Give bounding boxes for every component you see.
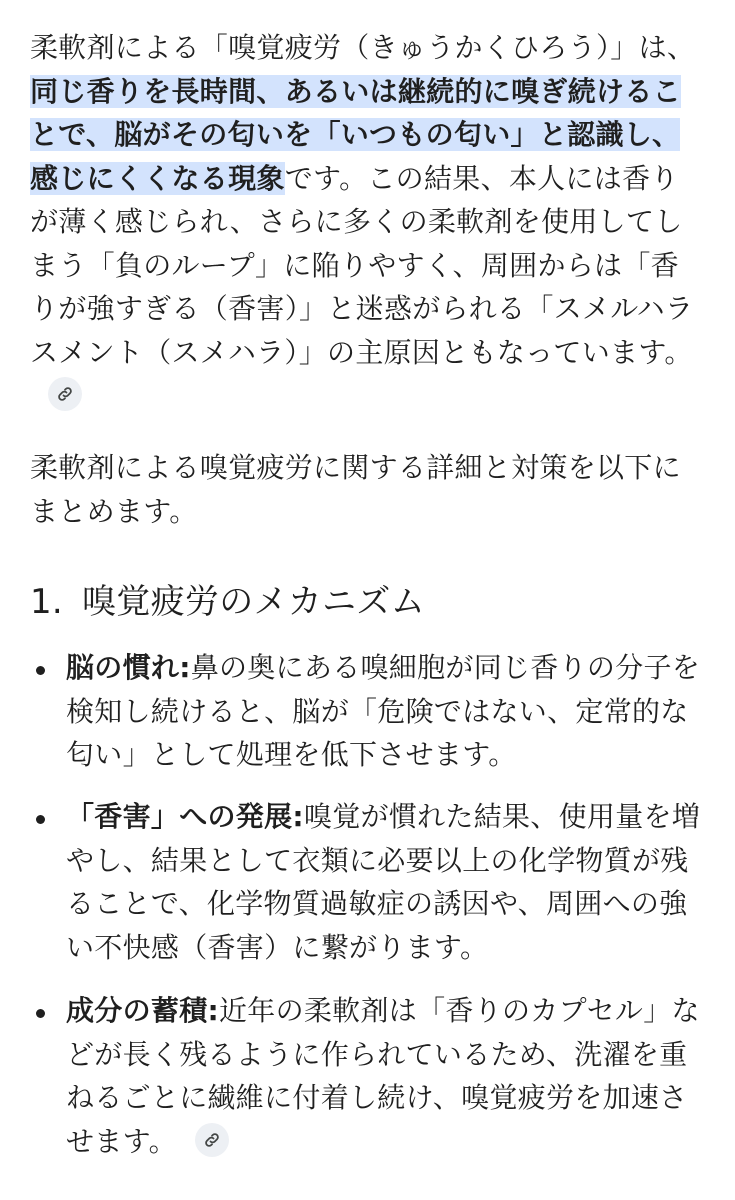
list-item-description: 嗅覚が慣れた結果、使用量を増やし、結果として衣類に必要以上の化学物質が残ることで、化学物質過敏症の誘因や、周囲への強い不快感（香害）に繋がります。 [66, 800, 701, 964]
source-link-button[interactable] [195, 1123, 229, 1157]
bullet-dot [36, 815, 45, 824]
intro-paragraph [30, 26, 702, 418]
list-item-text [66, 795, 702, 969]
section-title: 嗅覚疲労のメカニズム [82, 582, 425, 622]
list-item-term: 「香害」への発展: [66, 800, 304, 833]
intro-highlight: 同じ香りを長時間、あるいは継続的に嗅ぎ続けることで、脳がその匂いを「いつもの匂い」と認識し、感じにくくなる現象 [30, 74, 681, 195]
link-icon [203, 1131, 221, 1149]
intro-text-start: 柔軟剤による「嗅覚疲労（きゅうかくひろう）」は、 [30, 31, 696, 64]
link-icon [56, 385, 74, 403]
section-heading [30, 576, 425, 628]
intro-text-end: です。この結果、本人には香りが薄く感じられ、さらに多くの柔軟剤を使用してしまう「負のループ」に陥りやすく、周囲からは「香りが強すぎる（香害）」と迷惑がられる「スメルハラスメント（スメハラ）」の主原因ともなっています。 [30, 161, 694, 369]
summary-paragraph: 柔軟剤による嗅覚疲労に関する詳細と対策を以下にまとめます。 [30, 451, 681, 528]
bullet-dot [36, 666, 45, 675]
list-item-description: 近年の柔軟剤は「香りのカプセル」などが長く残るように作られているため、洗濯を重ねるごとに繊維に付着し続け、嗅覚疲労を加速させます。 [66, 994, 700, 1158]
section-number: 1. [30, 582, 64, 622]
source-link-button[interactable] [48, 377, 82, 411]
list-item-description: 鼻の奥にある嗅細胞が同じ香りの分子を検知し続けると、脳が「危険ではない、定常的な匂い」として処理を低下させます。 [66, 651, 701, 771]
list-item-term: 成分の蓄積: [66, 994, 219, 1027]
list-item-term: 脳の慣れ: [66, 651, 191, 684]
list-item-text [66, 646, 702, 777]
list-item-text [66, 989, 702, 1163]
bullet-dot [36, 1009, 45, 1018]
